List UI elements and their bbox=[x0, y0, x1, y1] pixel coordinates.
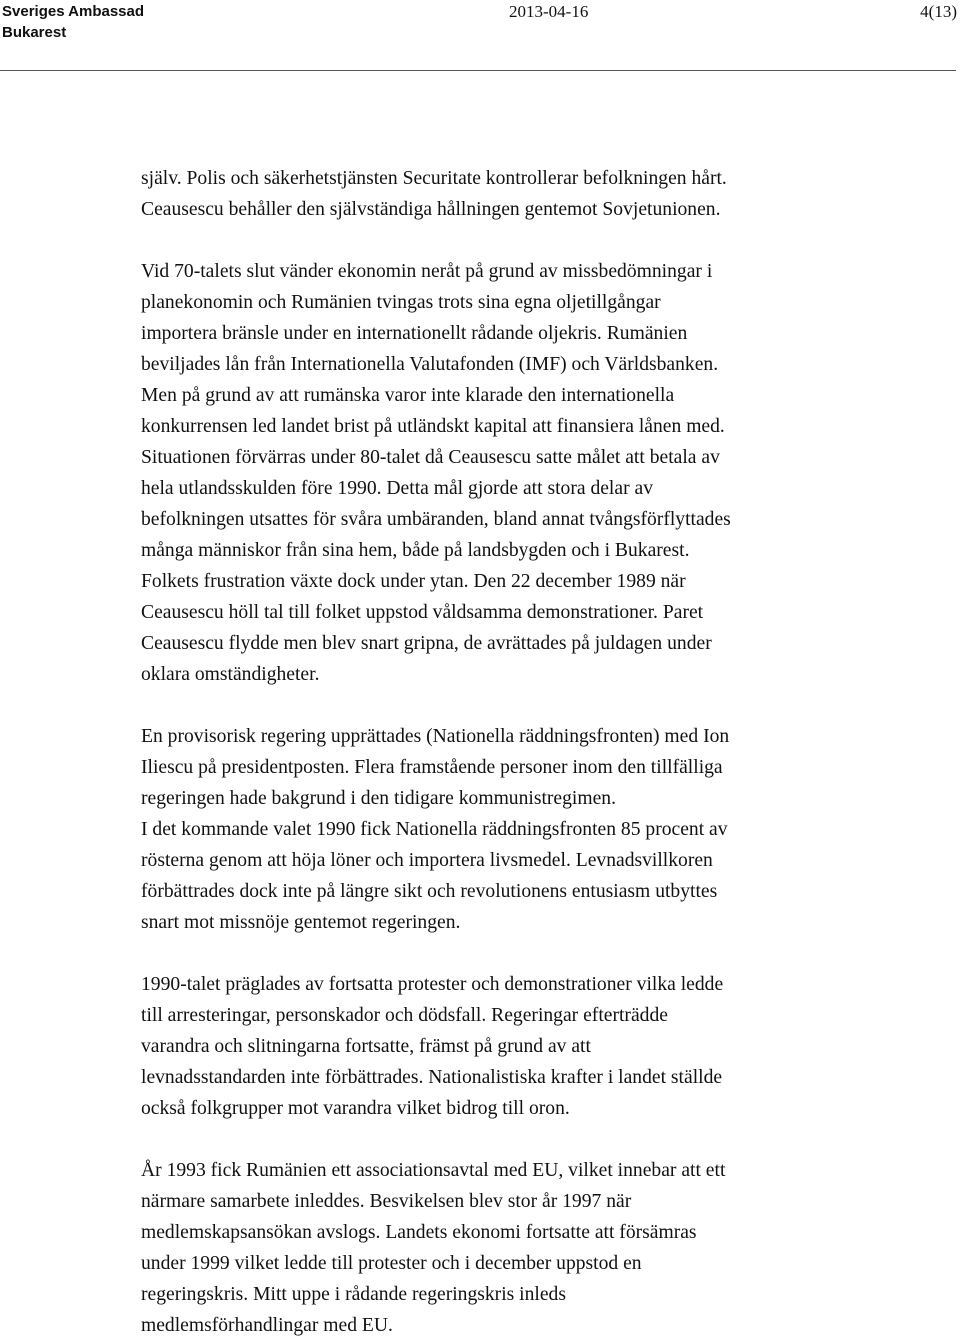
header-divider bbox=[0, 70, 956, 71]
text-line: Ceausescu flydde men blev snart gripna, de avrättades på juldagen under bbox=[141, 633, 712, 654]
organization-line: Bukarest bbox=[2, 24, 67, 41]
text-line: Folkets frustration växte dock under ytan. Den 22 december 1989 när bbox=[141, 571, 686, 592]
text-line: regeringen hade bakgrund i den tidigare kommunistregimen. bbox=[141, 788, 617, 809]
text-line: levnadsstandarden inte förbättrades. Nationalistiska krafter i landet ställde bbox=[141, 1067, 723, 1088]
text-line: 1990-talet präglades av fortsatta protester och demonstrationer vilka ledde bbox=[141, 974, 724, 995]
text-line: många människor från sina hem, både på landsbygden och i Bukarest. bbox=[141, 540, 690, 561]
text-line: År 1993 fick Rumänien ett associationsavtal med EU, vilket innebar att ett bbox=[141, 1160, 726, 1181]
text-line: importera bränsle under en internationellt rådande oljekris. Rumänien bbox=[141, 323, 688, 344]
embassy-name bbox=[2, 1, 144, 43]
text-line: närmare samarbete inleddes. Besvikelsen blev stor år 1997 när bbox=[141, 1191, 632, 1212]
text-line: I det kommande valet 1990 fick Nationella räddningsfronten 85 procent av bbox=[141, 819, 728, 840]
text-line: beviljades lån från Internationella Valutafonden (IMF) och Världsbanken. bbox=[141, 354, 719, 375]
paragraph bbox=[141, 163, 861, 225]
text-line: En provisorisk regering upprättades (Nationella räddningsfronten) med Ion bbox=[141, 726, 730, 747]
text-line: befolkningen utsattes för svåra umbäranden, bland annat tvångsförflyttades bbox=[141, 509, 731, 530]
text-line: Vid 70-talets slut vänder ekonomin neråt på grund av missbedömningar i bbox=[141, 261, 713, 282]
text-line: medlemskapsansökan avslogs. Landets ekonomi fortsatte att försämras bbox=[141, 1222, 697, 1243]
text-line: under 1999 vilket ledde till protester och i december uppstod en bbox=[141, 1253, 642, 1274]
text-line: hela utlandsskulden före 1990. Detta mål gjorde att stora delar av bbox=[141, 478, 653, 499]
text-line: oklara omständigheter. bbox=[141, 664, 320, 685]
document-body bbox=[141, 163, 861, 1341]
text-line: Men på grund av att rumänska varor inte klarade den internationella bbox=[141, 385, 675, 406]
text-line: snart mot missnöje gentemot regeringen. bbox=[141, 912, 461, 933]
page-number: 4(13) bbox=[920, 2, 957, 21]
paragraph bbox=[141, 1155, 861, 1341]
text-line: Situationen förvärras under 80-talet då Ceausescu satte målet att betala av bbox=[141, 447, 720, 468]
text-line: medlemsförhandlingar med EU. bbox=[141, 1315, 393, 1336]
text-line: konkurrensen led landet brist på utländskt kapital att finansiera lånen med. bbox=[141, 416, 725, 437]
text-line: Ceausescu behåller den självständiga hållningen gentemot Sovjetunionen. bbox=[141, 199, 721, 220]
text-line: till arresteringar, personskador och dödsfall. Regeringar efterträdde bbox=[141, 1005, 668, 1026]
paragraph bbox=[141, 969, 861, 1124]
text-line: förbättrades dock inte på längre sikt och revolutionens entusiasm utbyttes bbox=[141, 881, 718, 902]
paragraph bbox=[141, 721, 861, 938]
text-line: planekonomin och Rumänien tvingas trots sina egna oljetillgångar bbox=[141, 292, 661, 313]
text-line: regeringskris. Mitt uppe i rådande regeringskris inleds bbox=[141, 1284, 566, 1305]
text-line: också folkgrupper mot varandra vilket bidrog till oron. bbox=[141, 1098, 570, 1119]
paragraph bbox=[141, 256, 861, 690]
text-line: Iliescu på presidentposten. Flera framstående personer inom den tillfälliga bbox=[141, 757, 723, 778]
text-line: varandra och slitningarna fortsatte, främst på grund av att bbox=[141, 1036, 591, 1057]
text-line: rösterna genom att höja löner och importera livsmedel. Levnadsvillkoren bbox=[141, 850, 713, 871]
document-date: 2013-04-16 bbox=[509, 2, 589, 21]
organization-line: Sveriges Ambassad bbox=[2, 3, 145, 20]
text-line: Ceausescu höll tal till folket uppstod våldsamma demonstrationer. Paret bbox=[141, 602, 704, 623]
text-line: själv. Polis och säkerhetstjänsten Securitate kontrollerar befolkningen hårt. bbox=[141, 168, 727, 189]
